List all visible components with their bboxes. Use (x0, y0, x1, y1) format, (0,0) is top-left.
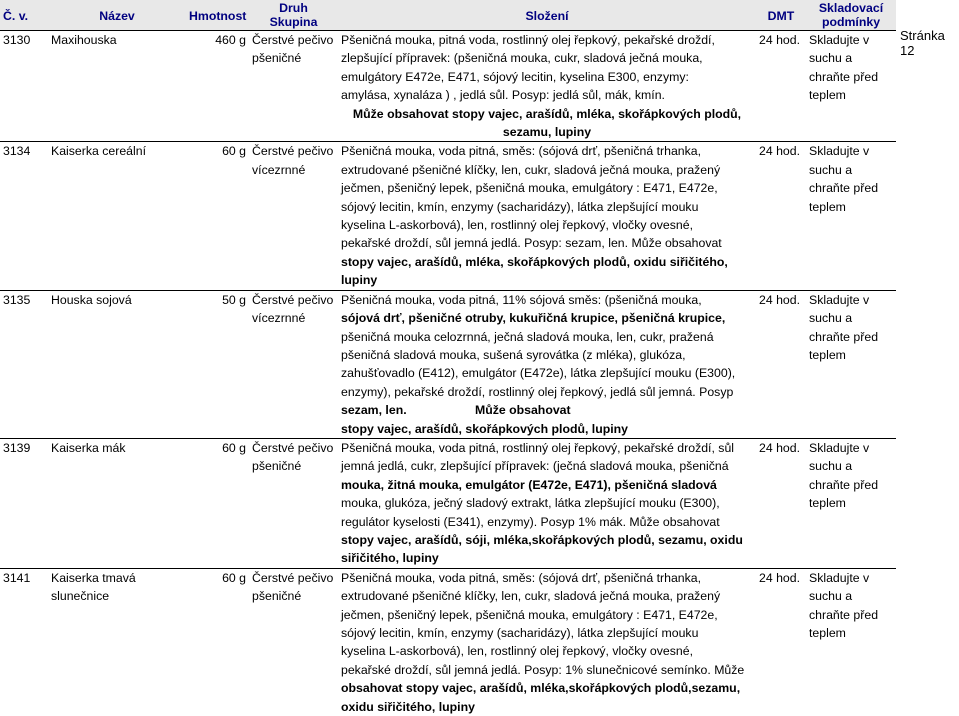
composition-line: stopy vajec, arašídů, skořápkových plodů, lupiny (341, 420, 753, 438)
cell-dmt: 24 hod. (756, 438, 806, 568)
composition-line: extrudované pšeničné klíčky, len, cukr, sladová ječná mouka, pražený (341, 161, 753, 179)
composition-line: enzymy), pekařské droždí, rostlinný olej řepkový, jedlá sůl jemná. Posyp (341, 383, 753, 401)
col-dmt: DMT (756, 0, 806, 31)
cell-slozeni (338, 568, 756, 716)
composition-line: ječmen, pšeničný lepek, pšeničná mouka, emulgátory : E471, E472e, (341, 606, 753, 624)
composition-line: mouka, žitná mouka, emulgátor (E472e, E471), pšeničná sladová (341, 476, 753, 494)
cell-skladovani (806, 142, 896, 290)
cell-cv: 3141 (0, 568, 48, 716)
col-druh: Druh (249, 0, 338, 15)
composition-line: pekařské droždí, sůl jemná jedlá. Posyp: 1% slunečnicové semínko. Může (341, 661, 753, 679)
storage-line: suchu a (809, 49, 893, 67)
storage-line: Skladujte v (809, 569, 893, 587)
composition-line: pšeničná sladová mouka, sušená syrovátka (z mléka), glukóza, (341, 346, 753, 364)
storage-line: Skladujte v (809, 291, 893, 309)
cell-skladovani (806, 31, 896, 142)
composition-line: emulgátory E472e, E471, sójový lecitin, kyselina E300, enzymy: (341, 68, 753, 86)
table-header (0, 0, 896, 31)
col-skladovaci: Skladovací (806, 0, 896, 15)
cell-druh: Čerstvé pečivo vícezrnné (249, 290, 338, 438)
cell-cv: 3139 (0, 438, 48, 568)
storage-line: chraňte před (809, 179, 893, 197)
composition-line: regulátor kyselosti (E341), enzymy). Posyp 1% mák. Může obsahovat (341, 513, 753, 531)
composition-line: Pšeničná mouka, voda pitná, směs: (sójová drť, pšeničná trhanka, (341, 142, 753, 160)
table-row (0, 568, 896, 716)
storage-line: suchu a (809, 161, 893, 179)
cell-cv: 3134 (0, 142, 48, 290)
cell-nazev: Maxihouska (48, 31, 186, 142)
cell-skladovani (806, 438, 896, 568)
cell-hmotnost: 460 g (186, 31, 249, 142)
composition-line: stopy vajec, arašídů, mléka, skořápkových plodů, oxidu siřičitého, (341, 253, 753, 271)
cell-slozeni (338, 438, 756, 568)
composition-line: amylása, xynaláza ) , jedlá sůl. Posyp: jedlá sůl, mák, kmín. (341, 86, 753, 104)
cell-slozeni (338, 290, 756, 438)
cell-dmt: 24 hod. (756, 31, 806, 142)
col-slozeni: Složení (338, 0, 756, 31)
storage-line: suchu a (809, 457, 893, 475)
composition-line: Pšeničná mouka, pitná voda, rostlinný olej řepkový, pekařské droždí, (341, 31, 753, 49)
composition-line: pekařské droždí, sůl jemná jedlá. Posyp: sezam, len. Může obsahovat (341, 234, 753, 252)
cell-nazev: Kaiserka cereální (48, 142, 186, 290)
cell-hmotnost: 50 g (186, 290, 249, 438)
cell-dmt: 24 hod. (756, 568, 806, 716)
composition-line: siřičitého, lupiny (341, 549, 753, 567)
composition-line: sójový lecitin, kmín, enzymy (sacharidázy), látka zlepšující mouku (341, 198, 753, 216)
cell-skladovani (806, 290, 896, 438)
cell-druh: Čerstvé pečivo vícezrnné (249, 142, 338, 290)
composition-line: stopy vajec, arašídů, sóji, mléka,skořápkových plodů, sezamu, oxidu (341, 531, 753, 549)
composition-line: mouka, glukóza, ječný sladový extrakt, látka zlepšující mouku (E300), (341, 494, 753, 512)
composition-line: sójový lecitin, kmín, enzymy (sacharidázy), látka zlepšující mouku (341, 624, 753, 642)
cell-skladovani (806, 568, 896, 716)
col-nazev: Název (48, 0, 186, 31)
composition-line: Pšeničná mouka, voda pitná, 11% sójová směs: (pšeničná mouka, (341, 291, 753, 309)
cell-hmotnost: 60 g (186, 568, 249, 716)
composition-line: sójová drť, pšeničné otruby, kukuřičná krupice, pšeničná krupice, (341, 309, 753, 327)
composition-line: pšeničná mouka celozrnná, ječná sladová mouka, len, cukr, pražená (341, 328, 753, 346)
composition-line: zahušťovadlo (E412), emulgátor (E472e), látka zlepšující mouku (E300), (341, 364, 753, 382)
composition-line: sezam, len. Může obsahovat (341, 401, 753, 419)
storage-line: Skladujte v (809, 31, 893, 49)
cell-hmotnost: 60 g (186, 438, 249, 568)
table-row (0, 142, 896, 290)
cell-slozeni (338, 142, 756, 290)
storage-line: Skladujte v (809, 142, 893, 160)
composition-line: zlepšující přípravek: (pšeničná mouka, cukr, sladová ječná mouka, (341, 49, 753, 67)
col-skupina: Skupina (249, 15, 338, 31)
composition-line: Pšeničná mouka, voda pitná, rostlinný olej řepkový, pekařské droždí, sůl (341, 439, 753, 457)
cell-druh: Čerstvé pečivo pšeničné (249, 568, 338, 716)
composition-line: ječmen, pšeničný lepek, pšeničná mouka, emulgátory : E471, E472e, (341, 179, 753, 197)
storage-line: teplem (809, 346, 893, 364)
composition-line: kyselina L-askorbová), len, rostlinný olej řepkový, vločky ovesné, (341, 642, 753, 660)
col-podminky: podmínky (806, 15, 896, 31)
cell-nazev: Kaiserka mák (48, 438, 186, 568)
cell-nazev: Houska sojová (48, 290, 186, 438)
table-row (0, 438, 896, 568)
col-hmotnost: Hmotnost (186, 0, 249, 31)
storage-line: chraňte před (809, 68, 893, 86)
table-row (0, 31, 896, 142)
storage-line: chraňte před (809, 328, 893, 346)
storage-line: suchu a (809, 309, 893, 327)
storage-line: Skladujte v (809, 439, 893, 457)
cell-cv: 3135 (0, 290, 48, 438)
composition-line: extrudované pšeničné klíčky, len, cukr, sladová ječná mouka, pražený (341, 587, 753, 605)
storage-line: teplem (809, 494, 893, 512)
composition-line: lupiny (341, 271, 753, 289)
cell-slozeni (338, 31, 756, 142)
cell-druh: Čerstvé pečivo pšeničné (249, 31, 338, 142)
cell-hmotnost: 60 g (186, 142, 249, 290)
storage-line: teplem (809, 198, 893, 216)
storage-line: chraňte před (809, 476, 893, 494)
cell-dmt: 24 hod. (756, 290, 806, 438)
cell-nazev: Kaiserka tmavá slunečnice (48, 568, 186, 716)
table-row (0, 290, 896, 438)
storage-line: teplem (809, 624, 893, 642)
storage-line: teplem (809, 86, 893, 104)
composition-line: jemná jedlá, cukr, zlepšující přípravek: (ječná sladová mouka, pšeničná (341, 457, 753, 475)
composition-line: Může obsahovat stopy vajec, arašídů, mléka, skořápkových plodů, (341, 105, 753, 123)
composition-line: obsahovat stopy vajec, arašídů, mléka,skořápkových plodů,sezamu, (341, 679, 753, 697)
cell-cv: 3130 (0, 31, 48, 142)
table-body (0, 31, 896, 716)
composition-line: sezamu, lupiny (341, 123, 753, 141)
page-number: Stránka 12 (900, 28, 959, 58)
storage-line: chraňte před (809, 606, 893, 624)
composition-line: kyselina L-askorbová), len, rostlinný olej řepkový, vločky ovesné, (341, 216, 753, 234)
composition-line: Pšeničná mouka, voda pitná, směs: (sójová drť, pšeničná trhanka, (341, 569, 753, 587)
cell-dmt: 24 hod. (756, 142, 806, 290)
cell-druh: Čerstvé pečivo pšeničné (249, 438, 338, 568)
storage-line: suchu a (809, 587, 893, 605)
composition-line: oxidu siřičitého, lupiny (341, 698, 753, 716)
col-cv: Č. v. (0, 0, 48, 31)
